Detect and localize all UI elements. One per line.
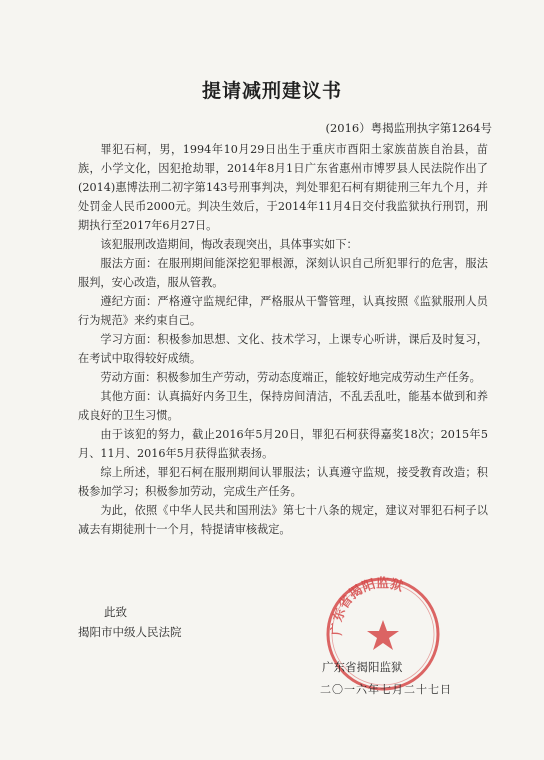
paragraph-summary: 综上所述，罪犯石柯在服刑期间认罪服法；认真遵守监规，接受教育改造；积极参加学习；积极参加劳动，完成生产任务。 xyxy=(78,466,488,498)
paragraph-awards: 由于该犯的努力，截止2016年5月20日，罪犯石柯获得嘉奖18次；2015年5月、11月、2016年5月获得监狱表扬。 xyxy=(78,428,488,460)
paragraph-intro: 该犯服刑改造期间，悔改表现突出，具体事实如下： xyxy=(100,238,358,251)
document-body xyxy=(78,140,488,539)
document-number: (2016）粤揭监刑执字第1264号 xyxy=(325,121,492,135)
sender: 广东省揭阳监狱 xyxy=(322,660,403,674)
official-seal-icon xyxy=(324,575,442,693)
paragraph-discipline: 遵纪方面：严格遵守监规纪律，严格服从干警管理，认真按照《监狱服刑人员行为规范》来约束自己。 xyxy=(78,295,488,327)
salutation: 此致 xyxy=(104,605,127,619)
recipient: 揭阳市中级人民法院 xyxy=(78,625,182,639)
document-date: 二〇一六年七月二十七日 xyxy=(320,683,452,696)
paragraph-criminal-info: 罪犯石柯，男，1994年10月29日出生于重庆市酉阳土家族苗族自治县，苗族，小学文化，因犯抢劫罪，2014年8月1日广东省惠州市博罗县人民法院作出了(2014)惠博法刑二初字第143号刑事判决，判处罪犯石柯有期徒刑三年九个月，并处罚金人民币2000元。判决生效后，于2014年11月4日交付我监狱执行刑罚，刑期执行至2017年6月27日。 xyxy=(78,143,488,232)
svg-text:广东省揭阳监狱: 广东省揭阳监狱 xyxy=(329,576,405,636)
paragraph-study: 学习方面：积极参加思想、文化、技术学习，上课专心听讲，课后及时复习，在考试中取得较好成绩。 xyxy=(78,333,488,365)
paragraph-labor: 劳动方面：积极参加生产劳动，劳动态度端正，能较好地完成劳动生产任务。 xyxy=(100,371,481,384)
document-title: 提请减刑建议书 xyxy=(201,80,342,102)
paragraph-recommendation: 为此，依照《中华人民共和国刑法》第七十八条的规定，建议对罪犯石柯子以减去有期徒刑十一个月，特提请审核裁定。 xyxy=(78,504,488,536)
paragraph-other: 其他方面：认真搞好内务卫生，保持房间清洁，不乱丢乱吐，能基本做到和养成良好的卫生习惯。 xyxy=(78,390,488,422)
paragraph-law-compliance: 服法方面：在服刑期间能深挖犯罪根源，深刻认识自己所犯罪行的危害，服法服判，安心改造，服从管教。 xyxy=(78,257,488,289)
